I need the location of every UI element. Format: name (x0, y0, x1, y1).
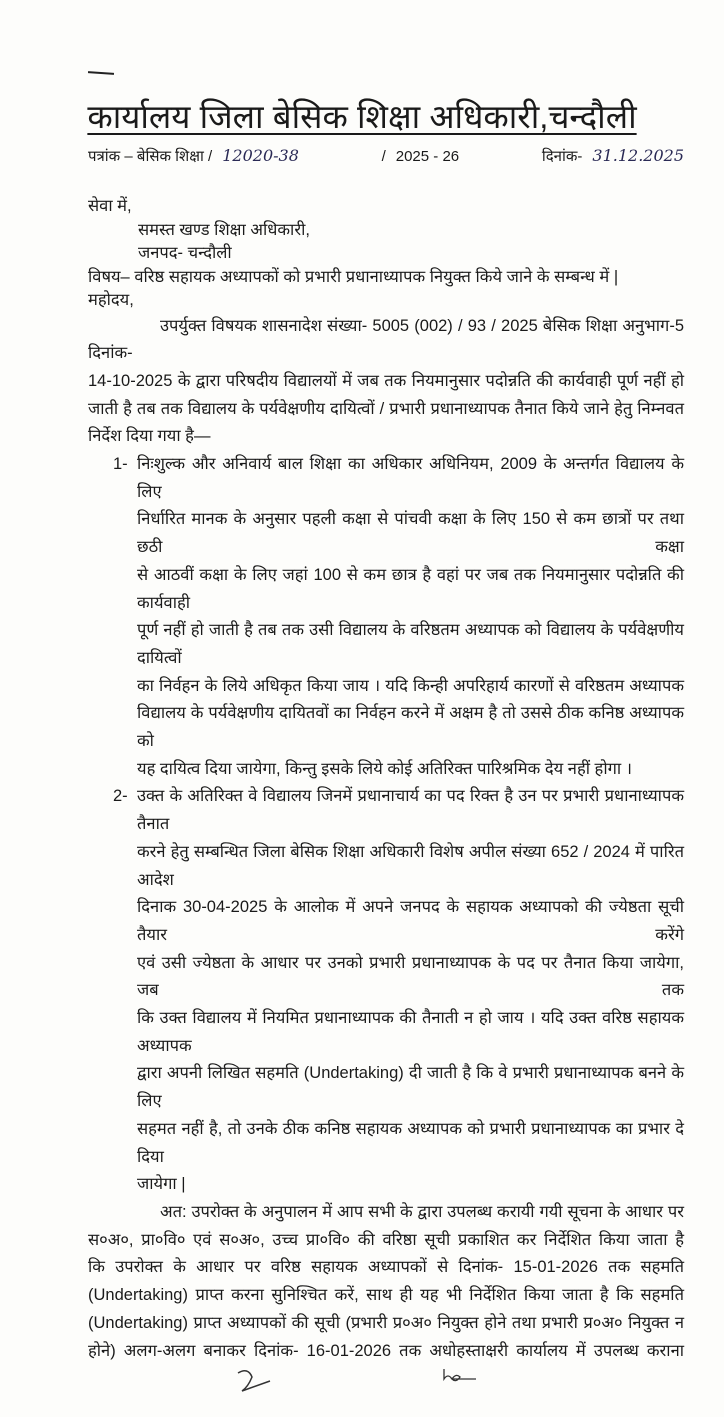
point-2-line: दिनाक 30-04-2025 के आलोक में अपने जनपद के सहायक अध्यापको की ज्येष्ठता सूची तैयार करेंगे (137, 898, 684, 944)
ref-separator: / (381, 148, 386, 165)
point-1 (88, 451, 684, 783)
reference-line (88, 144, 684, 169)
recipient: समस्त खण्ड शिक्षा अधिकारी, (138, 220, 310, 239)
ref-year: 2025 - 26 (395, 148, 460, 165)
letter-body (88, 313, 684, 1366)
point-2-line: एवं उसी ज्येष्ठता के आधार पर उनको प्रभारी प्रधानाध्यापक के पद पर तैनात किया जायेगा, जब तक (137, 953, 684, 1000)
point-1-line: का निर्वहन के लिये अधिकृत किया जाय । यदि किन्ही अपरिहार्य कारणों से वरिष्ठतम अध्यापक (137, 676, 684, 695)
conclusion-line: होने) अलग-अलग बनाकर दिनांक- 16-01-2026 तक अधोहस्ताक्षरी कार्यालय में उपलब्ध कराना (88, 1341, 684, 1360)
signature-mark (440, 1365, 480, 1385)
point-2-line: करने हेतु सम्बन्धित जिला बेसिक शिक्षा अधिकारी विशेष अपील संख्या 652 / 2024 में पारित आदेश (137, 842, 684, 889)
ref-label: पत्रांक – बेसिक शिक्षा / (88, 148, 213, 165)
point-2-line: जायेगा | (137, 1175, 186, 1194)
point-text (137, 783, 684, 1199)
subject: विषय– वरिष्ठ सहायक अध्यापकों को प्रभारी प्रधानाध्यापक नियुक्त किये जाने के सम्बन्ध में | (88, 267, 619, 286)
point-1-line: से आठवीं कक्षा के लिए जहां 100 से कम छात्र है वहां पर जब तक नियमानुसार पदोन्नति की कार्यवाही (137, 565, 684, 612)
conclusion-line: (Undertaking) प्राप्त अध्यापकों की सूची (प्रभारी प्र०अ० नियुक्त होने तथा प्रभारी प्र०अ० नियुक्त न (88, 1313, 684, 1332)
point-2 (88, 783, 684, 1199)
point-number: 1- (113, 455, 128, 474)
intro-line: 14-10-2025 के द्वारा परिषदीय विद्यालयों में जब तक नियमानुसार पदोन्नति की कार्यवाही पूर्ण नहीं हो (88, 371, 684, 390)
date-label: दिनांक- (541, 148, 583, 165)
office-title (0, 96, 724, 138)
point-2-line: उक्त के अतिरिक्त वे विद्यालय जिनमें प्रधानाचार्य का पद रिक्त है उन पर प्रभारी प्रधानाध्यापक तैनात (137, 787, 684, 834)
intro-line: उपर्युक्त विषयक शासनादेश संख्या- 5005 (002) / 93 / 2025 बेसिक शिक्षा अनुभाग-5 दिनांक- (88, 316, 684, 363)
date-value: 31.12.2025 (592, 146, 684, 165)
signature-initials (230, 1365, 280, 1395)
conclusion-line: स०अ०, प्रा०वि० एवं स०अ०, उच्च प्रा०वि० की वरिष्ठा सूची प्रकाशित कर निर्देशित किया जाता है (88, 1230, 684, 1249)
signature-row (88, 1365, 684, 1397)
point-1-line: पूर्ण नहीं हो जाती है तब तक उसी विद्यालय के वरिष्ठतम अध्यापक को विद्यालय के पर्यवेक्षणीय दायित्वों (137, 621, 684, 667)
conclusion-line: (Undertaking) प्राप्त करना सुनिश्चित करें, साथ ही यह भी निर्देशित किया जाता है कि सहमति (88, 1286, 684, 1305)
point-2-line: द्वारा अपनी लिखित सहमति (Undertaking) दी जाती है कि वे प्रभारी प्रधानाध्यापक बनने के लिए (137, 1064, 684, 1111)
greeting: महोदय, (88, 291, 134, 309)
intro-line: निर्देश दिया गया है— (88, 427, 211, 446)
point-1-line: विद्यालय के पर्यवेक्षणीय दायितवों का निर्वहन करने में अक्षम है तो उससे ठीक कनिष्ठ अध्यापक को (137, 704, 684, 751)
conclusion-line: अत: उपरोक्त के अनुपालन में आप सभी के द्वारा उपलब्ध करायी गयी सूचना के आधार पर (160, 1203, 684, 1221)
office-title-text: कार्यालय जिला बेसिक शिक्षा अधिकारी,चन्दौली (87, 98, 637, 135)
point-2-line: सहमत नहीं है, तो उनके ठीक कनिष्ठ सहायक अध्यापक को प्रभारी प्रधानाध्यापक का प्रभार दे दिया (137, 1119, 684, 1166)
intro-line: जाती है तब तक विद्यालय के पर्यवेक्षणीय दायित्वों / प्रभारी प्रधानाध्यापक तैनात किये जाने हेतु निम्नवत (88, 399, 684, 418)
district: जनपद- चन्दौली (138, 244, 232, 262)
point-1-line: निःशुल्क और अनिवार्य बाल शिक्षा का अधिकार अधिनियम, 2009 के अन्तर्गत विद्यालय के लिए (137, 455, 684, 501)
point-number: 2- (113, 787, 128, 806)
point-text (137, 451, 684, 783)
salutation-to: सेवा में, (88, 197, 132, 215)
point-1-line: यह दायित्व दिया जायेगा, किन्तु इसके लिये कोई अतिरिक्त पारिश्रमिक देय नहीं होगा । (137, 759, 632, 778)
conclusion-line: कि उपरोक्त के आधार पर वरिष्ठ सहायक अध्यापकों से दिनांक- 15-01-2026 तक सहमति (88, 1258, 684, 1277)
ref-number: 12020-38 (222, 146, 299, 165)
point-1-line: निर्धारित मानक के अनुसार पहली कक्षा से पांचवी कक्षा के लिए 150 से कम छात्रों पर तथा छठी कक्षा (137, 510, 684, 557)
point-2-line: कि उक्त विद्यालय में नियमित प्रधानाध्यापक की तैनाती न हो जाय । यदि उक्त वरिष्ठ सहायक अध्यापक (137, 1009, 684, 1055)
